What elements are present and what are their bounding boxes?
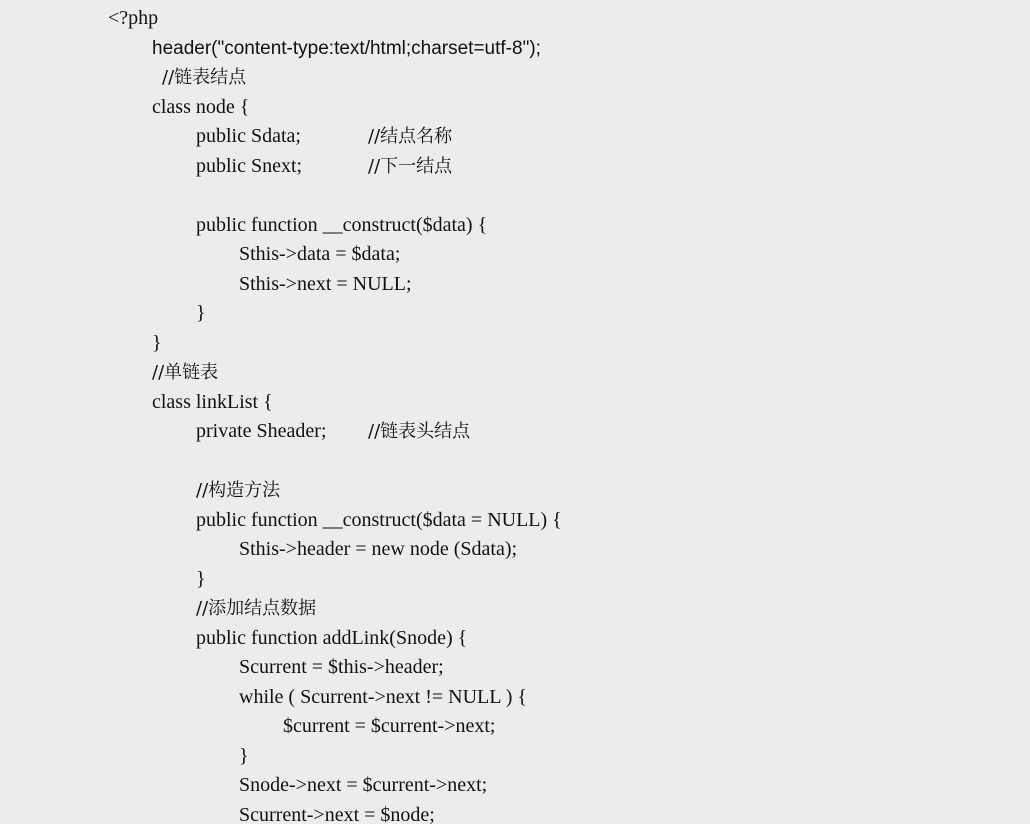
code-line: [0, 4, 1030, 34]
code-text: public Sdata;: [196, 125, 301, 147]
code-text: }: [152, 331, 162, 354]
code-line: [0, 594, 1030, 624]
code-line: [0, 240, 1030, 270]
code-line: [0, 211, 1030, 241]
code-text: while ( Scurrent->next != NULL ) {: [239, 685, 527, 708]
code-text: class node {: [152, 95, 250, 118]
code-text: }: [196, 302, 206, 324]
code-text: public Snext;: [196, 154, 303, 177]
code-line: [0, 506, 1030, 536]
code-text: <?php: [108, 7, 159, 29]
code-comment: //构造方法: [196, 480, 281, 501]
code-comment: //结点名称: [368, 126, 453, 147]
code-line: [0, 270, 1030, 300]
code-line: [0, 712, 1030, 742]
php-code-listing: [0, 4, 1030, 824]
code-line: [0, 683, 1030, 713]
code-line: [0, 742, 1030, 772]
code-text: Scurrent->next = $node;: [239, 803, 435, 824]
code-line: [0, 299, 1030, 329]
code-text: private Sheader;: [196, 420, 327, 442]
code-line: [0, 34, 1030, 64]
code-line: [0, 122, 1030, 152]
code-comment: //链表结点: [162, 67, 247, 88]
code-line: [0, 329, 1030, 359]
code-text: public function __construct($data) {: [196, 213, 488, 236]
code-line: [0, 801, 1030, 824]
code-text: class linkList {: [152, 390, 273, 413]
code-text: Sthis->data = $data;: [239, 243, 401, 265]
code-line: [0, 653, 1030, 683]
code-text: Sthis->next = NULL;: [239, 272, 412, 295]
code-comment: //添加结点数据: [196, 598, 317, 619]
code-text: header("content-type:text/html;charset=utf-8");: [152, 37, 541, 59]
code-comment: //链表头结点: [368, 421, 471, 442]
code-text: Snode->next = $current->next;: [239, 774, 488, 796]
code-line: [0, 417, 1030, 447]
code-text: }: [239, 744, 249, 767]
code-text: public function addLink(Snode) {: [196, 626, 468, 649]
blank-line: [0, 181, 1030, 211]
code-line: [0, 152, 1030, 182]
code-text: $current = $current->next;: [283, 715, 496, 737]
code-text: Sthis->header = new node (Sdata);: [239, 538, 518, 560]
code-line: [0, 565, 1030, 595]
code-line: [0, 358, 1030, 388]
code-line: [0, 771, 1030, 801]
code-text: public function __construct($data = NULL) {: [196, 508, 562, 531]
blank-line: [0, 447, 1030, 477]
code-text: }: [196, 567, 206, 590]
code-comment: //单链表: [152, 362, 219, 383]
code-comment: //下一结点: [368, 155, 453, 177]
code-line: [0, 93, 1030, 123]
code-text: Scurrent = $this->header;: [239, 656, 444, 678]
code-line: [0, 388, 1030, 418]
code-line: [0, 624, 1030, 654]
code-line: [0, 476, 1030, 506]
code-line: [0, 63, 1030, 93]
code-line: [0, 535, 1030, 565]
